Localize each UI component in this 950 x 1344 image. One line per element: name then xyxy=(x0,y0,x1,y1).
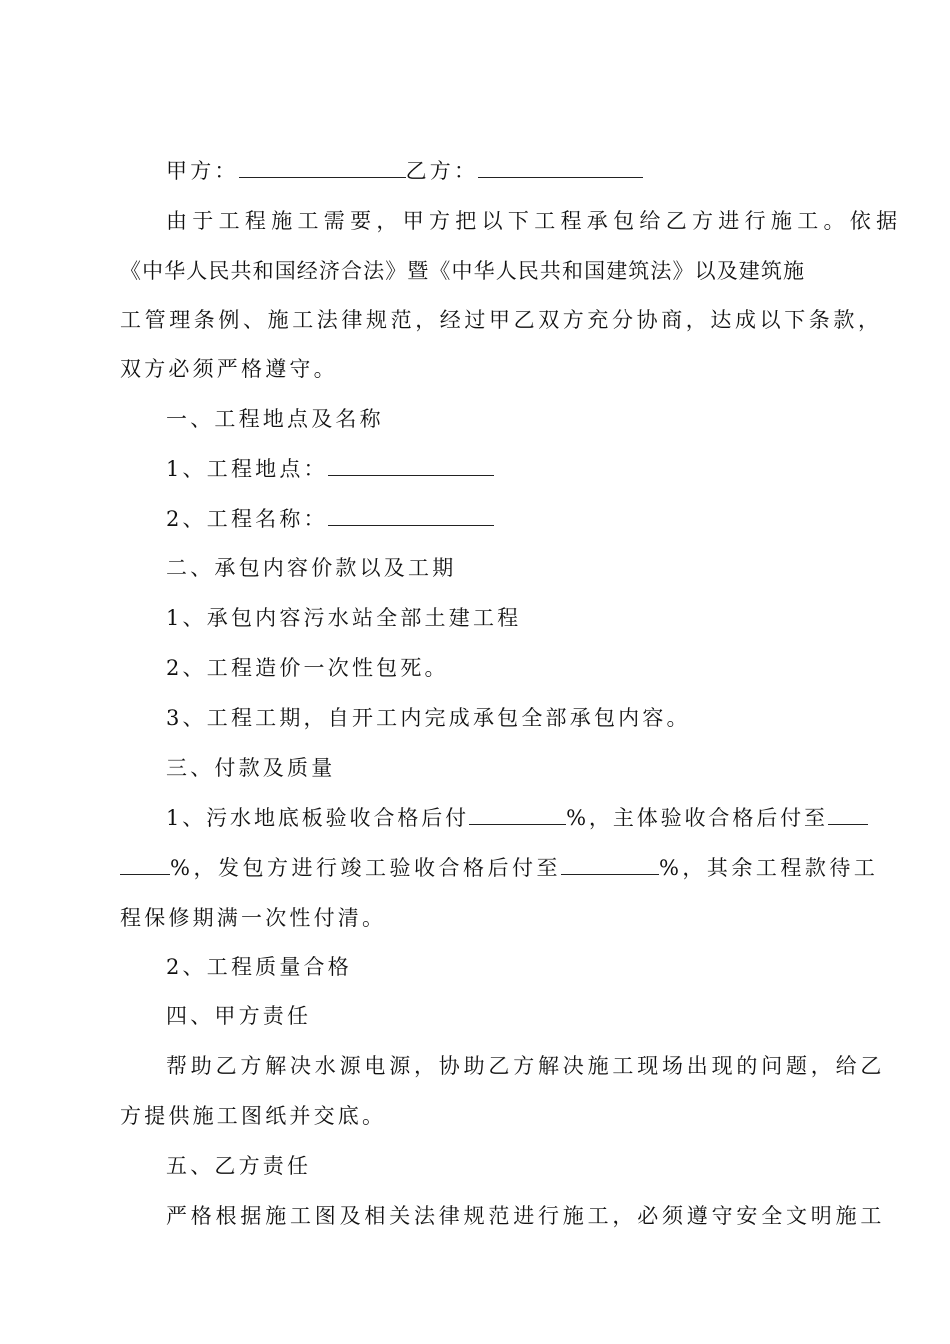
payment-4-text: %，其余工程款待工 xyxy=(658,856,879,880)
payment-3-blank xyxy=(561,856,659,875)
section-1-item-1 xyxy=(166,456,494,482)
intro-line-3: 工管理条例、施工法律规范，经过甲乙双方充分协商，达成以下条款， xyxy=(120,308,883,332)
payment-2-blank-end xyxy=(120,856,170,875)
payment-3-text: %，发包方进行竣工验收合格后付至 xyxy=(170,856,561,880)
intro-line-2: 《中华人民共和国经济合法》暨《中华人民共和国建筑法》以及建筑施 xyxy=(120,259,806,283)
section-1-heading: 一、工程地点及名称 xyxy=(166,407,384,431)
intro-line-1: 由于工程施工需要，甲方把以下工程承包给乙方进行施工。依据 xyxy=(166,209,903,233)
section-4-line-2: 方提供施工图纸并交底。 xyxy=(120,1104,387,1128)
section-2-item-1: 1、承包内容污水站全部土建工程 xyxy=(166,606,522,630)
parties-line xyxy=(166,158,643,184)
section-4-line-1: 帮助乙方解决水源电源，协助乙方解决施工现场出现的问题，给乙 xyxy=(166,1054,886,1078)
section-5-heading: 五、乙方责任 xyxy=(166,1154,312,1178)
party-a-label: 甲方： xyxy=(166,159,239,183)
party-b-blank xyxy=(478,159,643,178)
section-2-item-3: 3、工程工期，自开工内完成承包全部承包内容。 xyxy=(166,706,691,730)
project-name-blank xyxy=(328,507,494,526)
party-a-blank xyxy=(239,159,406,178)
section-1-item-2 xyxy=(166,506,494,532)
section-5-line-1: 严格根据施工图及相关法律规范进行施工，必须遵守安全文明施工 xyxy=(166,1204,886,1228)
section-2-heading: 二、承包内容价款以及工期 xyxy=(166,556,457,580)
payment-2-blank-start xyxy=(828,806,868,825)
section-2-item-2: 2、工程造价一次性包死。 xyxy=(166,656,449,680)
project-location-label: 1、工程地点： xyxy=(166,457,328,481)
section-3-item-2: 2、工程质量合格 xyxy=(166,955,352,979)
section-3-heading: 三、付款及质量 xyxy=(166,756,336,780)
payment-1-blank xyxy=(469,806,566,825)
section-3-item-1-line-1 xyxy=(166,805,868,831)
section-3-item-1-line-2 xyxy=(120,855,878,881)
payment-2-text: %，主体验收合格后付至 xyxy=(566,806,828,830)
section-4-heading: 四、甲方责任 xyxy=(166,1004,312,1028)
party-b-label: 乙方： xyxy=(405,159,479,183)
project-location-blank xyxy=(328,457,494,476)
project-name-label: 2、工程名称： xyxy=(166,507,328,531)
payment-1-text: 1、污水地底板验收合格后付 xyxy=(166,806,470,830)
intro-line-4: 双方必须严格遵守。 xyxy=(120,357,338,381)
section-3-item-1-line-3: 程保修期满一次性付清。 xyxy=(120,906,387,930)
